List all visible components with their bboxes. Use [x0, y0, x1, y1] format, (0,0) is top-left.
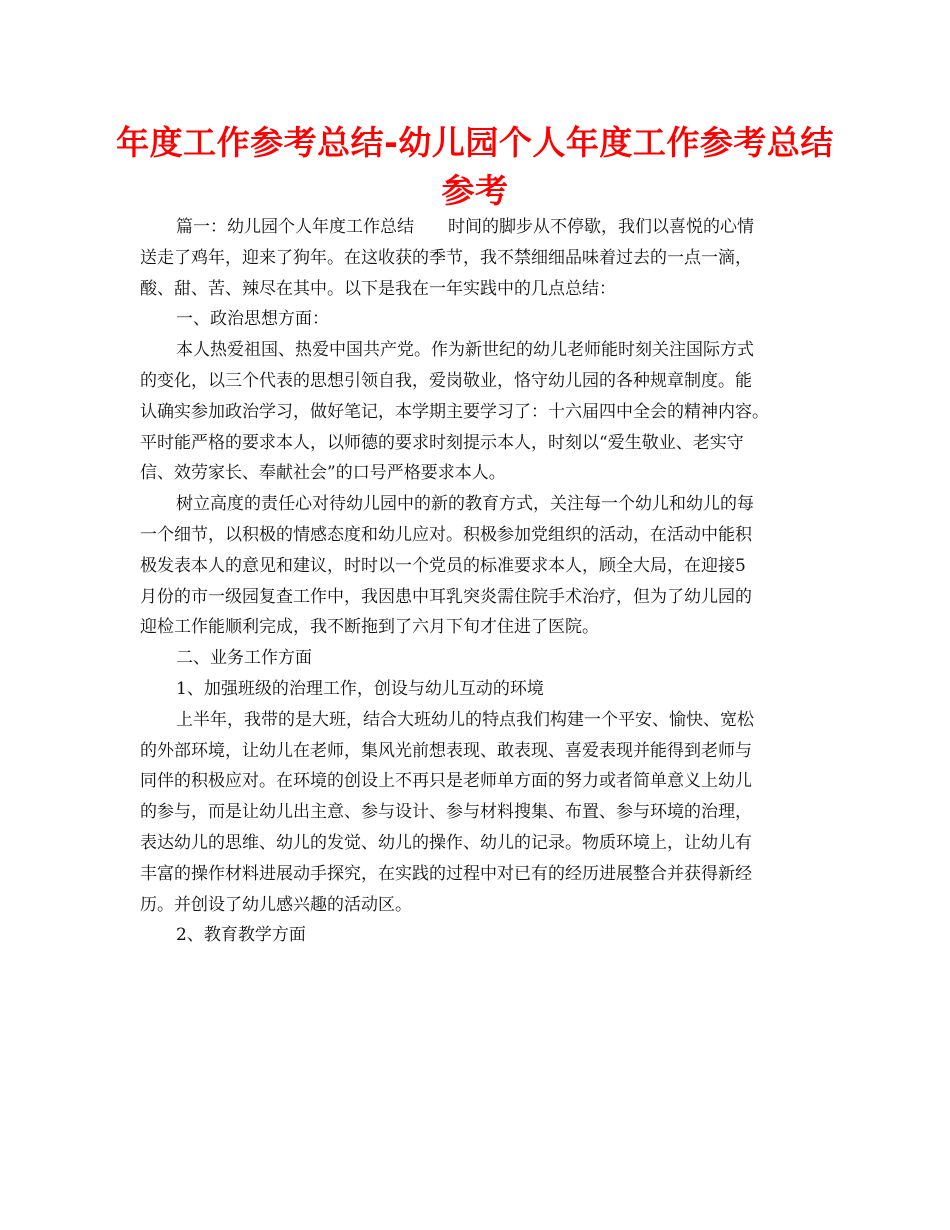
body-text-line: 二、业务工作方面 — [176, 648, 312, 669]
body-text-line: 极发表本人的意见和建议，时时以一个党员的标准要求本人，顾全大局，在迎接5 — [140, 555, 746, 576]
document-body — [140, 212, 816, 951]
body-text-line: 认确实参加政治学习，做好笔记，本学期主要学习了：十六届四中全会的精神内容。 — [140, 401, 769, 422]
body-text-line: 同伴的积极应对。在环境的创设上不再只是老师单方面的努力或者简单意义上幼儿 — [140, 771, 752, 792]
body-text-line: 的变化，以三个代表的思想引领自我，爱岗敬业，恪守幼儿园的各种规章制度。能 — [140, 370, 752, 391]
body-text-line: 酸、甜、苦、辣尽在其中。以下是我在一年实践中的几点总结： — [140, 278, 616, 299]
body-text-line: 平时能严格的要求本人，以师德的要求时刻提示本人，时刻以“爱生敬业、老实守 — [140, 432, 744, 453]
body-text-line: 信、效劳家长、奉献社会”的口号严格要求本人。 — [140, 463, 506, 484]
body-text-line: 本人热爱祖国、热爱中国共产党。作为新世纪的幼儿老师能时刻关注国际方式 — [176, 340, 754, 361]
body-text-line: 篇一：幼儿园个人年度工作总结 时间的脚步从不停歇，我们以喜悦的心情 — [176, 217, 754, 237]
body-text-line: 迎检工作能顺利完成，我不断拖到了六月下旬才住进了医院。 — [140, 617, 599, 638]
body-text-line: 的参与，而是让幼儿出主意、参与设计、参与材料搜集、布置、参与环境的治理， — [140, 802, 752, 823]
body-text-line: 一个细节，以积极的情感态度和幼儿应对。积极参加党组织的活动，在活动中能积 — [140, 524, 752, 545]
body-text-line: 树立高度的责任心对待幼儿园中的新的教育方式，关注每一个幼儿和幼儿的每 — [176, 494, 754, 515]
body-text-line: 丰富的操作材料进展动手探究，在实践的过程中对已有的经历进展整合并获得新经 — [140, 863, 752, 884]
body-text-line: 1、加强班级的治理工作，创设与幼儿互动的环境 — [176, 678, 544, 699]
body-text-line: 的外部环境，让幼儿在老师，集风光前想表现、敢表现、喜爱表现并能得到老师与 — [140, 740, 752, 761]
document-title-continuation: 参考 — [441, 171, 509, 210]
document-title: 年度工作参考总结-幼儿园个人年度工作参考总结 — [116, 123, 834, 162]
body-text-line: 一、政治思想方面： — [176, 309, 329, 330]
body-text-line: 2、教育教学方面 — [176, 925, 306, 946]
body-text-line: 表达幼儿的思维、幼儿的发觉、幼儿的操作、幼儿的记录。物质环境上，让幼儿有 — [140, 832, 752, 853]
body-text-line: 月份的市一级园复查工作中，我因患中耳乳突炎需住院手术治疗，但为了幼儿园的 — [140, 586, 752, 607]
body-text-line: 送走了鸡年，迎来了狗年。在这收获的季节，我不禁细细品味着过去的一点一滴， — [140, 247, 752, 268]
body-text-line: 历。并创设了幼儿感兴趣的活动区。 — [140, 894, 412, 915]
body-text-line: 上半年，我带的是大班，结合大班幼儿的特点我们构建一个平安、愉快、宽松 — [176, 709, 754, 730]
